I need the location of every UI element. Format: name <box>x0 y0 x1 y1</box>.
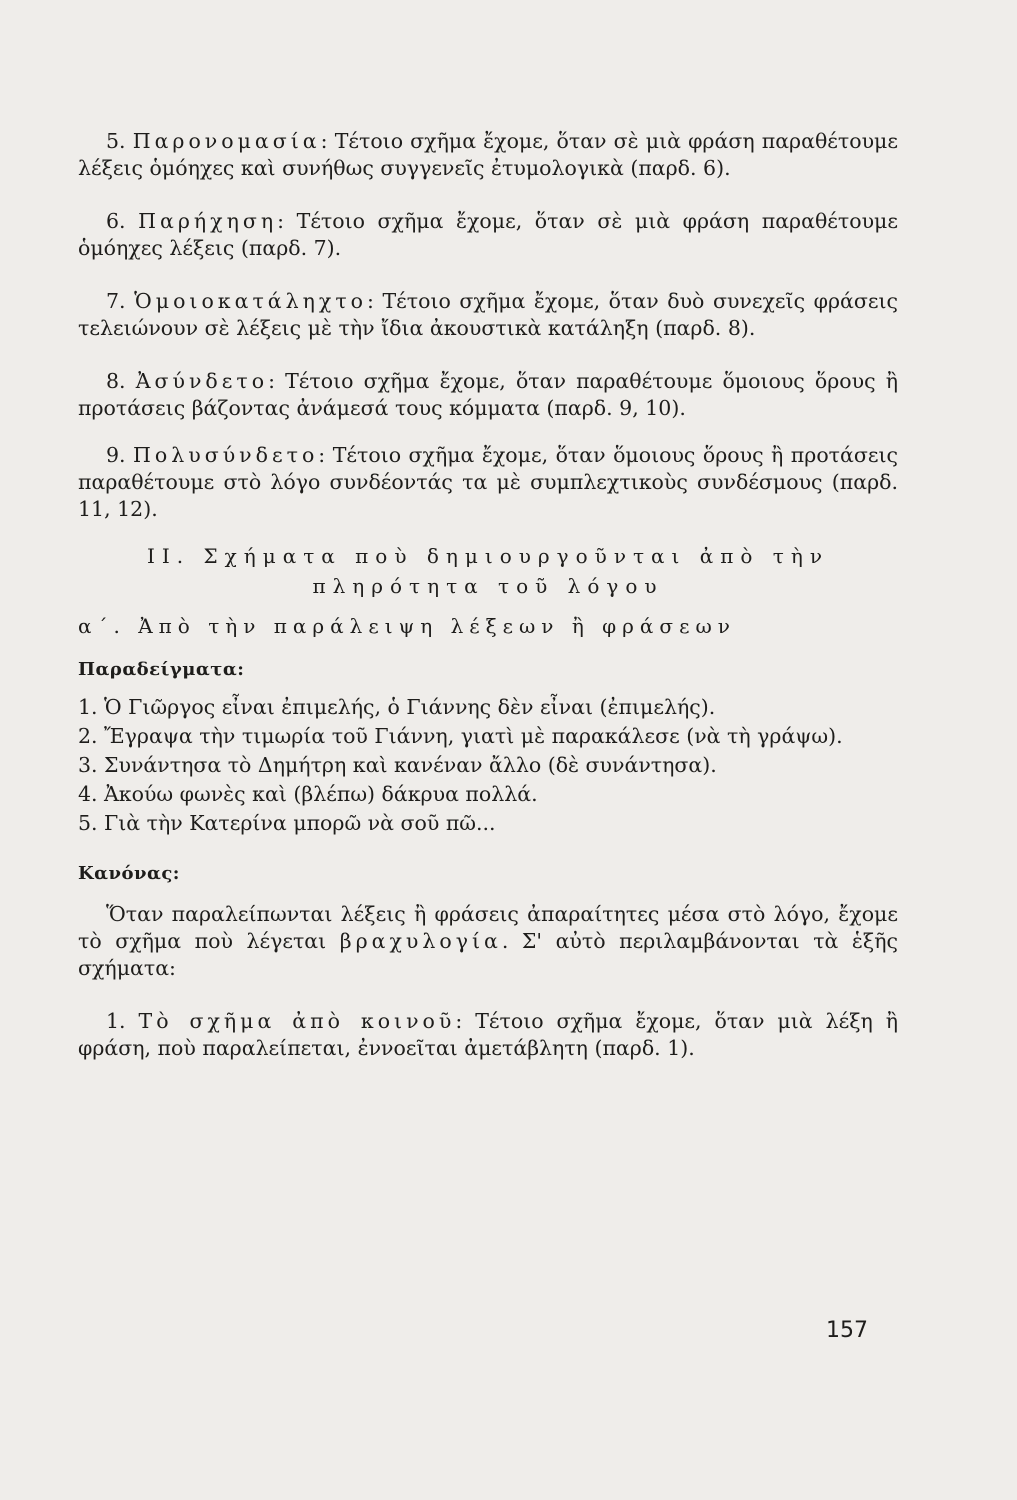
item-asyndeto <box>78 368 898 422</box>
item-number: 7. <box>106 289 135 313</box>
definition: : Τέτοιο σχῆμα ἔχομε, ὅταν σὲ μιὰ φράση παραθέτουμε λέξεις ὁμόηχες καὶ συνήθως συγγενεῖς ἐτυμολογικὰ (παρδ. 6). <box>78 129 898 180</box>
term: βραχυλογία <box>339 929 502 953</box>
item-apo-koinou <box>78 1008 898 1062</box>
term: Πολυσύνδετο <box>133 443 319 467</box>
example-number: 1. <box>78 695 98 719</box>
item-number: 8. <box>106 369 136 393</box>
term: Ἀσύνδετο <box>135 369 269 393</box>
example-number: 4. <box>78 782 98 806</box>
item-number: 5. <box>106 129 133 153</box>
example-text: Ἀκούω φωνὲς καὶ (βλέπω) δάκρυα πολλά. <box>104 782 538 806</box>
example-text: Ἔγραψα τὴν τιμωρία τοῦ Γιάννη, γιατὶ μὲ παρακάλεσε (νὰ τὴ γράψω). <box>104 724 843 748</box>
item-paronomasia <box>78 128 898 182</box>
example-text: Γιὰ τὴν Κατερίνα μπορῶ νὰ σοῦ πῶ... <box>104 811 496 835</box>
term: Παρήχηση <box>138 209 278 233</box>
example-3 <box>78 751 898 780</box>
example-text: Συνάντησα τὸ Δημήτρη καὶ κανέναν ἄλλο (δὲ συνάντησα). <box>104 753 717 777</box>
example-text: Ὁ Γιῶργος εἶναι ἐπιμελής, ὁ Γιάννης δὲν εἶναι (ἐπιμελής). <box>104 695 716 719</box>
definition: : Τέτοιο σχῆμα ἔχομε, ὅταν μιὰ λέξη ἢ φράση, ποὺ παραλείπεται, ἐννοεῖται ἀμετάβλητη (παρδ. 1). <box>78 1009 899 1060</box>
definition: : Τέτοιο σχῆμα ἔχομε, ὅταν ὅμοιους ὅρους ἢ προτάσεις παραθέτουμε στὸ λόγο συνδέοντάς τα μὲ συμπλεχτικοὺς συνδέσμους (παρδ. 11, 12). <box>78 443 898 521</box>
example-number: 2. <box>78 724 98 748</box>
example-number: 3. <box>78 753 98 777</box>
item-number: 1. <box>106 1009 139 1033</box>
definition: : Τέτοιο σχῆμα ἔχομε, ὅταν παραθέτουμε ὅμοιους ὅρους ἢ προτάσεις βάζοντας ἀνάμεσά τους κόμματα (παρδ. 9, 10). <box>78 369 899 420</box>
rule-text-b: . Σ' αὐτὸ περιλαμβάνονται τὰ ἑξῆς σχήματα: <box>78 929 898 980</box>
term: Ὁμοιοκατάληχτο <box>134 289 368 313</box>
page-body <box>78 128 898 1062</box>
item-parichisi <box>78 208 898 262</box>
rule-text <box>78 901 898 982</box>
item-number: 6. <box>106 209 139 233</box>
example-1 <box>78 693 898 722</box>
item-omoiokatalichto <box>78 288 898 342</box>
subsection-heading: α΄. Ἀπὸ τὴν παράλειψη λέξεων ἢ φράσεων <box>78 614 736 638</box>
example-5 <box>78 809 898 838</box>
item-polysyndeto <box>78 442 898 523</box>
example-4 <box>78 780 898 809</box>
example-number: 5. <box>78 811 98 835</box>
section-heading-cont: πληρότητα τοῦ λόγου <box>312 574 664 598</box>
section-heading: II. Σχήματα ποὺ δημιουργοῦνται ἀπὸ τὴν <box>146 544 830 568</box>
rule-label: Κανόνας: <box>78 863 180 884</box>
definition: : Τέτοιο σχῆμα ἔχομε, ὅταν σὲ μιὰ φράση παραθέτουμε ὁμόηχες λέξεις (παρδ. 7). <box>78 209 898 260</box>
item-number: 9. <box>106 443 134 467</box>
examples-label: Παραδείγματα: <box>78 659 245 680</box>
term: Παρονομασία <box>132 129 321 153</box>
definition: : Τέτοιο σχῆμα ἔχομε, ὅταν δυὸ συνεχεῖς φράσεις τελειώνουν σὲ λέξεις μὲ τὴν ἴδια ἀκουστικὰ κατάληξη (παρδ. 8). <box>78 289 898 340</box>
term: Τὸ σχῆμα ἀπὸ κοινοῦ <box>138 1009 456 1033</box>
page-number: 157 <box>826 1318 868 1343</box>
rule-text-a: Ὅταν παραλείπωνται λέξεις ἢ φράσεις ἀπαραίτητες μέσα στὸ λόγο, ἔχομε τὸ σχῆμα ποὺ λέγεται <box>78 902 898 953</box>
example-2 <box>78 722 898 751</box>
